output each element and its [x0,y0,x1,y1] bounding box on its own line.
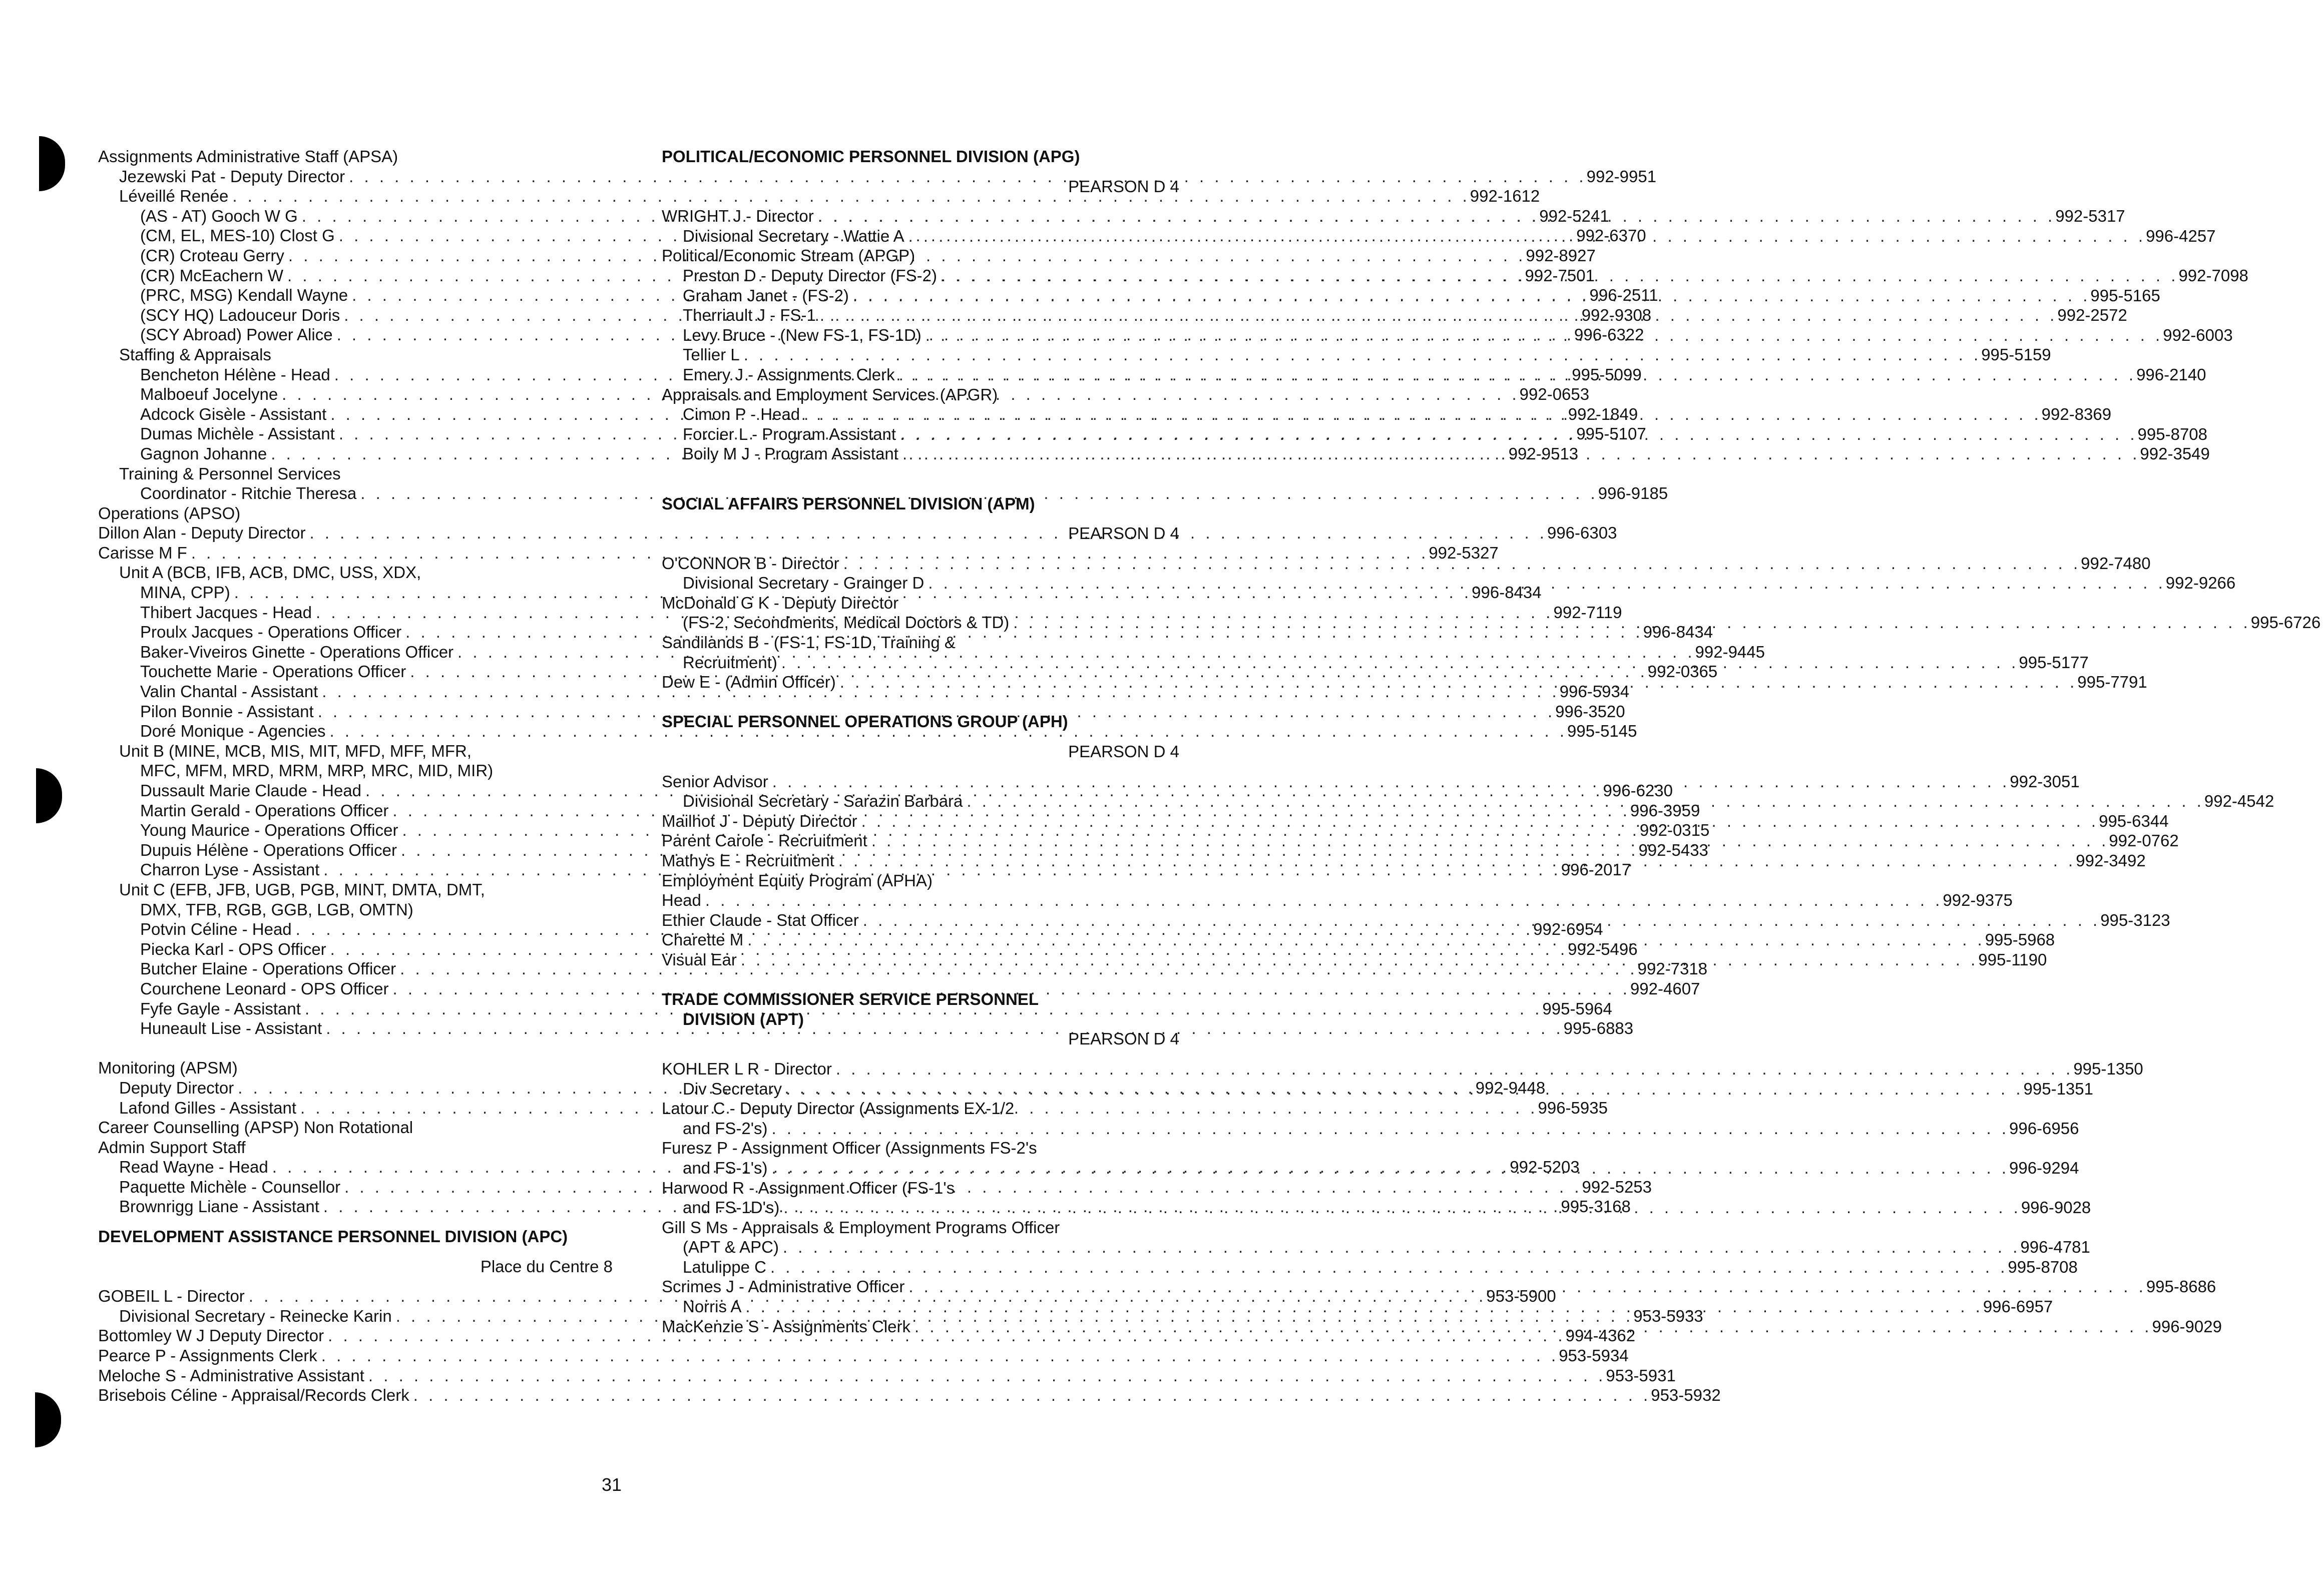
spacer [98,1038,614,1058]
entry-phone: 996-8434 [1472,583,1542,602]
dot-leader [777,653,2019,673]
entry-name: Charron Lyse - Assistant [140,860,320,879]
apgr-title: Appraisals and Employment Services (APGR) [662,385,998,404]
entry-phone: 992-6003 [2163,325,2233,344]
entry-phone: 995-6344 [2099,811,2169,830]
directory-entry [662,345,2051,365]
entry-phone: 995-3168 [1561,1197,1631,1216]
entry-name: Ethier Claude - Stat Officer [662,910,859,929]
entry-phone: 996-9185 [1598,484,1668,503]
entry-phone: 992-5203 [1510,1158,1580,1177]
location-apc: Place du Centre 8 [480,1257,613,1276]
entry-phone: 996-3959 [1630,801,1700,820]
entry-phone: 995-1190 [1978,950,2047,969]
entry-name: Malboeuf Jocelyne [140,385,278,404]
binder-hole [39,136,65,191]
entry-name: (CR) Croteau Gerry [140,246,284,265]
entry-phone: 996-6230 [1603,781,1673,800]
directory-entry [98,1385,1721,1405]
dot-leader [782,1079,2023,1099]
binder-hole [35,1392,61,1447]
entry-name: Charette M [662,930,744,949]
entry-phone: 996-9028 [2021,1198,2091,1217]
entry-name: Thibert Jacques - Head [140,603,312,622]
location-apt: PEARSON D 4 [1068,1029,1179,1048]
entry-name: Dussault Marie Claude - Head [140,781,362,800]
dot-leader [768,1119,2009,1139]
entry-name: Graham Janet - (FS-2) [683,286,849,305]
spacer [662,732,1180,742]
entry-name: Levy Bruce - (New FS-1, FS-1D) [683,325,921,344]
entry-phone: 992-9448 [1475,1078,1546,1097]
entry-name: Dumas Michèle - Assistant [140,424,335,443]
entry-name: Potvin Céline - Head [140,920,292,939]
entry-name: Divisional Secretary - Reinecke Karin [119,1306,392,1325]
entry-phone: 992-3549 [2140,444,2210,463]
dot-leader [963,791,2204,811]
spacer [662,196,1180,206]
entry-phone: 995-5159 [1981,345,2051,364]
spacer [662,513,1180,523]
entry-phone: 996-6957 [1983,1297,2053,1316]
entry-name: MacKenzie S - Assignments Clerk [662,1317,911,1336]
entry-phone: 992-3051 [2010,772,2080,791]
entry-name: (SCY HQ) Ladouceur Doris [140,305,340,324]
dot-leader [867,831,2109,851]
entry-phone: 995-5099 [1572,365,1642,384]
entry-phone: 996-6322 [1574,325,1644,344]
entry-name: Pilon Bonnie - Assistant [140,702,314,721]
apt-gill-line1: Gill S Ms - Appraisals & Employment Programs Officer [662,1218,1060,1237]
entry-phone: 995-5964 [1542,999,1612,1018]
entry-name: Preston D - Deputy Director (FS-2) [683,266,937,285]
entry-name: Coordinator - Ritchie Theresa [140,484,357,503]
dot-leader [839,554,2081,574]
entry-name: Cimon P - Head [683,405,800,424]
entry-phone: 992-9375 [1943,891,2013,910]
dot-leader [910,1317,2152,1337]
division-heading-aph: SPECIAL PERSONNEL OPERATIONS GROUP (APH) [662,712,1068,731]
entry-phone: 995-5145 [1567,722,1637,741]
entry-name: Gagnon Johanne [140,444,267,463]
dot-leader [832,1059,2073,1079]
dot-leader [857,811,2099,831]
apm-sandilands-line1: Sandilands B - (FS-1, FS-1D, Training & [662,633,956,652]
entry-phone: 953-5934 [1559,1346,1629,1365]
entry-name: Brownrigg Liane - Assistant [119,1197,319,1216]
entry-phone: 996-8434 [1643,623,1713,642]
spacer [662,692,1180,712]
entry-phone: 995-6726 [2250,613,2321,632]
entry-phone: 992-5433 [1638,840,1708,859]
spacer [662,484,1180,494]
entry-phone: 992-0762 [2109,831,2179,850]
dot-leader [317,1346,1559,1366]
entry-name: Emery J - Assignments Clerk [683,365,895,384]
spacer [662,970,1180,990]
division-heading-apm: SOCIAL AFFAIRS PERSONNEL DIVISION (APM) [662,494,1035,513]
spacer [662,464,1180,484]
entry-name: Lafond Gilles - Assistant [119,1098,297,1117]
spacer [662,1049,1180,1059]
entry-name: Brisebois Céline - Appraisal/Records Clerk [98,1386,409,1405]
entry-name: Paquette Michèle - Counsellor [119,1177,341,1196]
entry-name: KOHLER L R - Director [662,1059,832,1078]
entry-phone: 992-9266 [2165,574,2236,593]
entry-phone: 996-4781 [2020,1238,2090,1257]
entry-name: Divisional Secretary - Grainger D [683,574,924,593]
entry-name: (CM, EL, MES-10) Clost G [140,226,335,245]
dot-leader [904,226,2146,246]
entry-phone: 996-6303 [1547,523,1617,543]
entry-phone: 996-2017 [1561,860,1631,879]
division-heading-apt: TRADE COMMISSIONER SERVICE PERSONNEL [662,990,1039,1009]
entry-phone: 995-8708 [2137,424,2208,443]
apm-director-entry [662,554,2151,574]
section-title-apsp: Career Counselling (APSP) Non Rotational [98,1118,413,1137]
entry-name: Dillon Alan - Deputy Director [98,523,306,543]
entry-phone: 995-8686 [2146,1277,2216,1296]
entry-name: and FS-2's) [683,1119,768,1138]
entry-name: Proulx Jacques - Operations Officer [140,623,402,642]
training-coordinator-entry [98,483,1668,503]
entry-phone: 992-4607 [1630,979,1700,998]
dot-leader [924,573,2165,593]
entry-phone: 992-0653 [1519,385,1590,404]
entry-phone: 992-9951 [1586,167,1657,186]
entry-name: Léveillé Renée [119,187,229,206]
entry-phone: 992-1849 [1568,404,1638,423]
apgp-title: Political/Economic Stream (APGP) [662,246,915,265]
dot-leader [779,1198,2021,1218]
entry-name: Tellier L [683,345,740,364]
entry-phone: 992-5317 [2055,207,2125,226]
entry-phone: 992-3492 [2076,851,2146,870]
directory-entry [98,1366,1676,1386]
entry-phone: 992-9445 [1695,642,1765,661]
apt-gill-entry [662,1237,2090,1257]
dot-leader [768,1158,2009,1178]
entry-name: (AS - AT) Gooch W G [140,206,298,225]
entry-name: Senior Advisor [662,772,768,791]
entry-name: Mathys E - Recruitment [662,851,834,870]
entry-name: Therriault J - FS-1 [683,306,816,325]
entry-name: Dew E - (Admin Officer) [662,673,836,692]
dot-leader [895,365,2136,385]
entry-phone: 996-9029 [2152,1317,2222,1336]
apt-latulippe-entry [662,1257,2078,1277]
dot-leader [937,266,2178,286]
unit-c-title: Unit C (EFB, JFB, UGB, PGB, MINT, DMTA, DMT, [119,880,485,899]
entry-name: Pearce P - Assignments Clerk [98,1346,317,1365]
entry-name: Bottomley W J Deputy Director [98,1326,324,1345]
entry-phone: 992-1612 [1470,187,1540,206]
apt-latour-entry [662,1119,2079,1139]
entry-phone: 992-7480 [2081,554,2151,573]
entry-name: Baker-Viveiros Ginette - Operations Officer [140,642,454,661]
entry-name: O'CONNOR B - Director [662,554,839,573]
entry-phone: 996-3520 [1555,702,1625,721]
entry-name: Valin Chantal - Assistant [140,682,318,701]
apt-director-entry [662,1059,2143,1079]
dot-leader [779,1237,2020,1257]
entry-phone: 992-5496 [1568,939,1638,958]
spacer [98,1217,614,1227]
entry-name: Head [662,891,701,910]
page-number: 31 [601,1474,622,1495]
division-heading-apg: POLITICAL/ECONOMIC PERSONNEL DIVISION (APG) [662,147,1080,166]
dot-leader [898,444,2140,464]
entry-phone: 995-1351 [2023,1079,2093,1098]
entry-phone: 992-8927 [1526,246,1596,265]
entry-phone: 995-3123 [2100,910,2170,929]
entry-name: Jezewski Pat - Deputy Director [119,167,345,186]
dot-leader [1009,613,2250,633]
entry-phone: 992-6370 [1576,226,1646,245]
entry-phone: 994-4362 [1565,1326,1636,1345]
dot-leader [814,206,2055,226]
entry-name: Norris A [683,1297,742,1316]
apha-title: Employment Equity Program (APHA) [662,871,933,890]
entry-phone: 995-5177 [2019,653,2089,672]
division-heading-apt-line2: DIVISION (APT) [683,1009,804,1028]
entry-phone: 995-6883 [1563,1019,1634,1038]
entry-phone: 996-2511 [1589,286,1658,305]
location-aph: PEARSON D 4 [1068,742,1179,761]
entry-phone: 996-2140 [2136,365,2206,384]
apt-harwood-line1: Harwood R - Assignment Officer (FS-1's [662,1178,955,1197]
entry-name: Scrimes J - Administrative Officer [662,1277,905,1296]
entry-name: and FS-1's) [683,1158,768,1177]
binder-hole [36,768,62,823]
entry-phone: 995-8708 [2008,1257,2078,1276]
entry-phone: 992-0365 [1647,662,1718,681]
entry-name: Read Wayne - Head [119,1158,268,1177]
dot-leader [766,1257,2008,1277]
entry-phone: 953-5931 [1606,1366,1676,1385]
dot-leader [836,672,2077,692]
directory-entry [98,979,1700,999]
training-title: Training & Personnel Services [119,464,341,483]
entry-phone: 996-9294 [2009,1158,2079,1177]
section-title-apsp-line2: Admin Support Staff [98,1138,246,1157]
entry-phone: 992-5241 [1539,206,1609,225]
dot-leader [743,930,1985,950]
section-title-apsa: Assignments Administrative Staff (APSA) [98,147,398,166]
apt-latour-line1: Latour C - Deputy Director (Assignments EX-1/2 [662,1099,1015,1118]
entry-name: Recruitment) [683,653,777,672]
entry-name: Courchene Leonard - OPS Officer [140,979,389,998]
entry-name: Huneault Lise - Assistant [140,1019,322,1038]
entry-name: Meloche S - Administrative Assistant [98,1366,364,1385]
entry-name: (APT & APC) [683,1238,779,1257]
spacer [98,1276,614,1286]
dot-leader [896,424,2137,444]
entry-name: Young Maurice - Operations Officer [140,821,398,840]
entry-phone: 992-9513 [1508,444,1579,463]
spacer [662,167,1180,177]
dot-leader [701,890,1943,910]
entry-phone: 992-5327 [1429,543,1499,562]
entry-phone: 992-4542 [2204,792,2274,811]
dot-leader [768,772,2010,792]
entry-name: Forcier L - Program Assistant [683,424,896,443]
entry-name: and FS-1D's) [683,1198,780,1217]
unit-b-title: Unit B (MINE, MCB, MIS, MIT, MFD, MFF, MFR, [119,741,472,760]
entry-name: Mailhot J - Deputy Director [662,811,857,830]
entry-phone: 992-7098 [2178,266,2248,285]
entry-name: Doré Monique - Agencies [140,722,326,741]
entry-name: MINA, CPP) [140,583,230,602]
entry-phone: 953-5900 [1486,1287,1556,1306]
dot-leader [740,345,1981,365]
entry-name: Adcock Gisèle - Assistant [140,404,327,423]
entry-phone: 992-9308 [1581,305,1652,324]
entry-phone: 996-5935 [1538,1098,1608,1117]
apm-mcdonald-line1: McDonald G K - Deputy Director [662,593,899,612]
dot-leader [904,1277,2146,1297]
dot-leader [849,286,2090,306]
entry-name: (PRC, MSG) Kendall Wayne [140,286,348,305]
entry-name: GOBEIL L - Director [98,1287,245,1306]
entry-phone: 996-4257 [2146,226,2216,245]
entry-phone: 953-5933 [1633,1306,1703,1325]
spacer [98,1247,614,1257]
entry-phone: 995-5165 [2090,286,2160,305]
entry-name: Parent Carole - Recruitment [662,831,867,850]
dot-leader [409,1385,1651,1405]
entry-phone: 992-0315 [1639,821,1710,840]
entry-phone: 953-5932 [1651,1386,1721,1405]
entry-name: Dupuis Hélène - Operations Officer [140,840,397,859]
section-title-apsm: Monitoring (APSM) [98,1058,238,1078]
entry-phone: 995-1350 [2073,1059,2143,1078]
entry-phone: 996-6956 [2009,1119,2079,1138]
dot-leader [921,325,2163,345]
dot-leader [737,950,1978,970]
location-apg: PEARSON D 4 [1068,177,1179,196]
entry-name: Boily M J - Program Assistant [683,444,898,463]
entry-phone: 995-7791 [2077,673,2147,692]
entry-name: WRIGHT J - Director [662,207,814,226]
directory-entry [662,890,2013,910]
entry-name: Latulippe C [683,1257,766,1276]
entry-name: Carisse M F [98,543,187,562]
entry-phone: 992-7119 [1553,603,1622,622]
unit-c-title-line2: DMX, TFB, RGB, GGB, LGB, OMTN) [140,900,413,919]
entry-name: Touchette Marie - Operations Officer [140,662,406,681]
staffing-title: Staffing & Appraisals [119,345,271,364]
entry-phone: 992-2572 [2057,306,2127,325]
dot-leader [859,910,2100,930]
spacer [662,762,1180,772]
entry-phone: 992-7501 [1525,266,1595,285]
entry-phone: 995-5107 [1576,424,1646,443]
dot-leader [816,305,2057,325]
dot-leader [741,1297,1983,1317]
entry-name: (CR) McEachern W [140,266,284,285]
directory-entry [98,1346,1629,1366]
entry-name: Piecka Karl - OPS Officer [140,939,326,958]
entry-name: Divisional Secretary - Wattie A [683,226,904,245]
entry-phone: 992-8369 [2041,405,2112,424]
entry-name: Martin Gerald - Operations Officer [140,801,389,820]
entry-name: Fyfe Gayle - Assistant [140,999,301,1018]
entry-name: Deputy Director [119,1078,234,1097]
unit-b-title-line2: MFC, MFM, MRD, MRM, MRP, MRC, MID, MIR) [140,761,494,780]
location-apm: PEARSON D 4 [1068,524,1179,543]
dot-leader [834,851,2076,871]
spacer [662,544,1180,554]
entry-phone: 996-5934 [1559,682,1630,701]
entry-name: Div Secretary [683,1079,782,1098]
entry-phone: 992-5253 [1582,1177,1652,1196]
entry-name: Butcher Elaine - Operations Officer [140,959,396,978]
entry-name: Bencheton Hélène - Head [140,365,330,384]
entry-name: (FS-2, Secondments, Medical Doctors & TD) [683,613,1010,632]
apt-furesz-line1: Furesz P - Assignment Officer (Assignments FS-2's [662,1139,1037,1158]
dot-leader [800,404,2041,424]
entry-phone: 992-6954 [1533,920,1603,939]
entry-phone: 995-5968 [1985,930,2055,949]
unit-a-title: Unit A (BCB, IFB, ACB, DMC, USS, XDX, [119,563,421,582]
entry-name: Divisional Secretary - Sarazin Barbara [683,792,963,811]
entry-name: (SCY Abroad) Power Alice [140,325,333,344]
section-title-apso: Operations (APSO) [98,503,241,522]
entry-name: Visual Ear [662,950,737,969]
dot-leader [364,1366,1606,1386]
entry-phone: 992-7318 [1637,959,1708,978]
division-heading-apc: DEVELOPMENT ASSISTANCE PERSONNEL DIVISION (APC) [98,1227,568,1246]
directory-entry [98,543,1499,563]
